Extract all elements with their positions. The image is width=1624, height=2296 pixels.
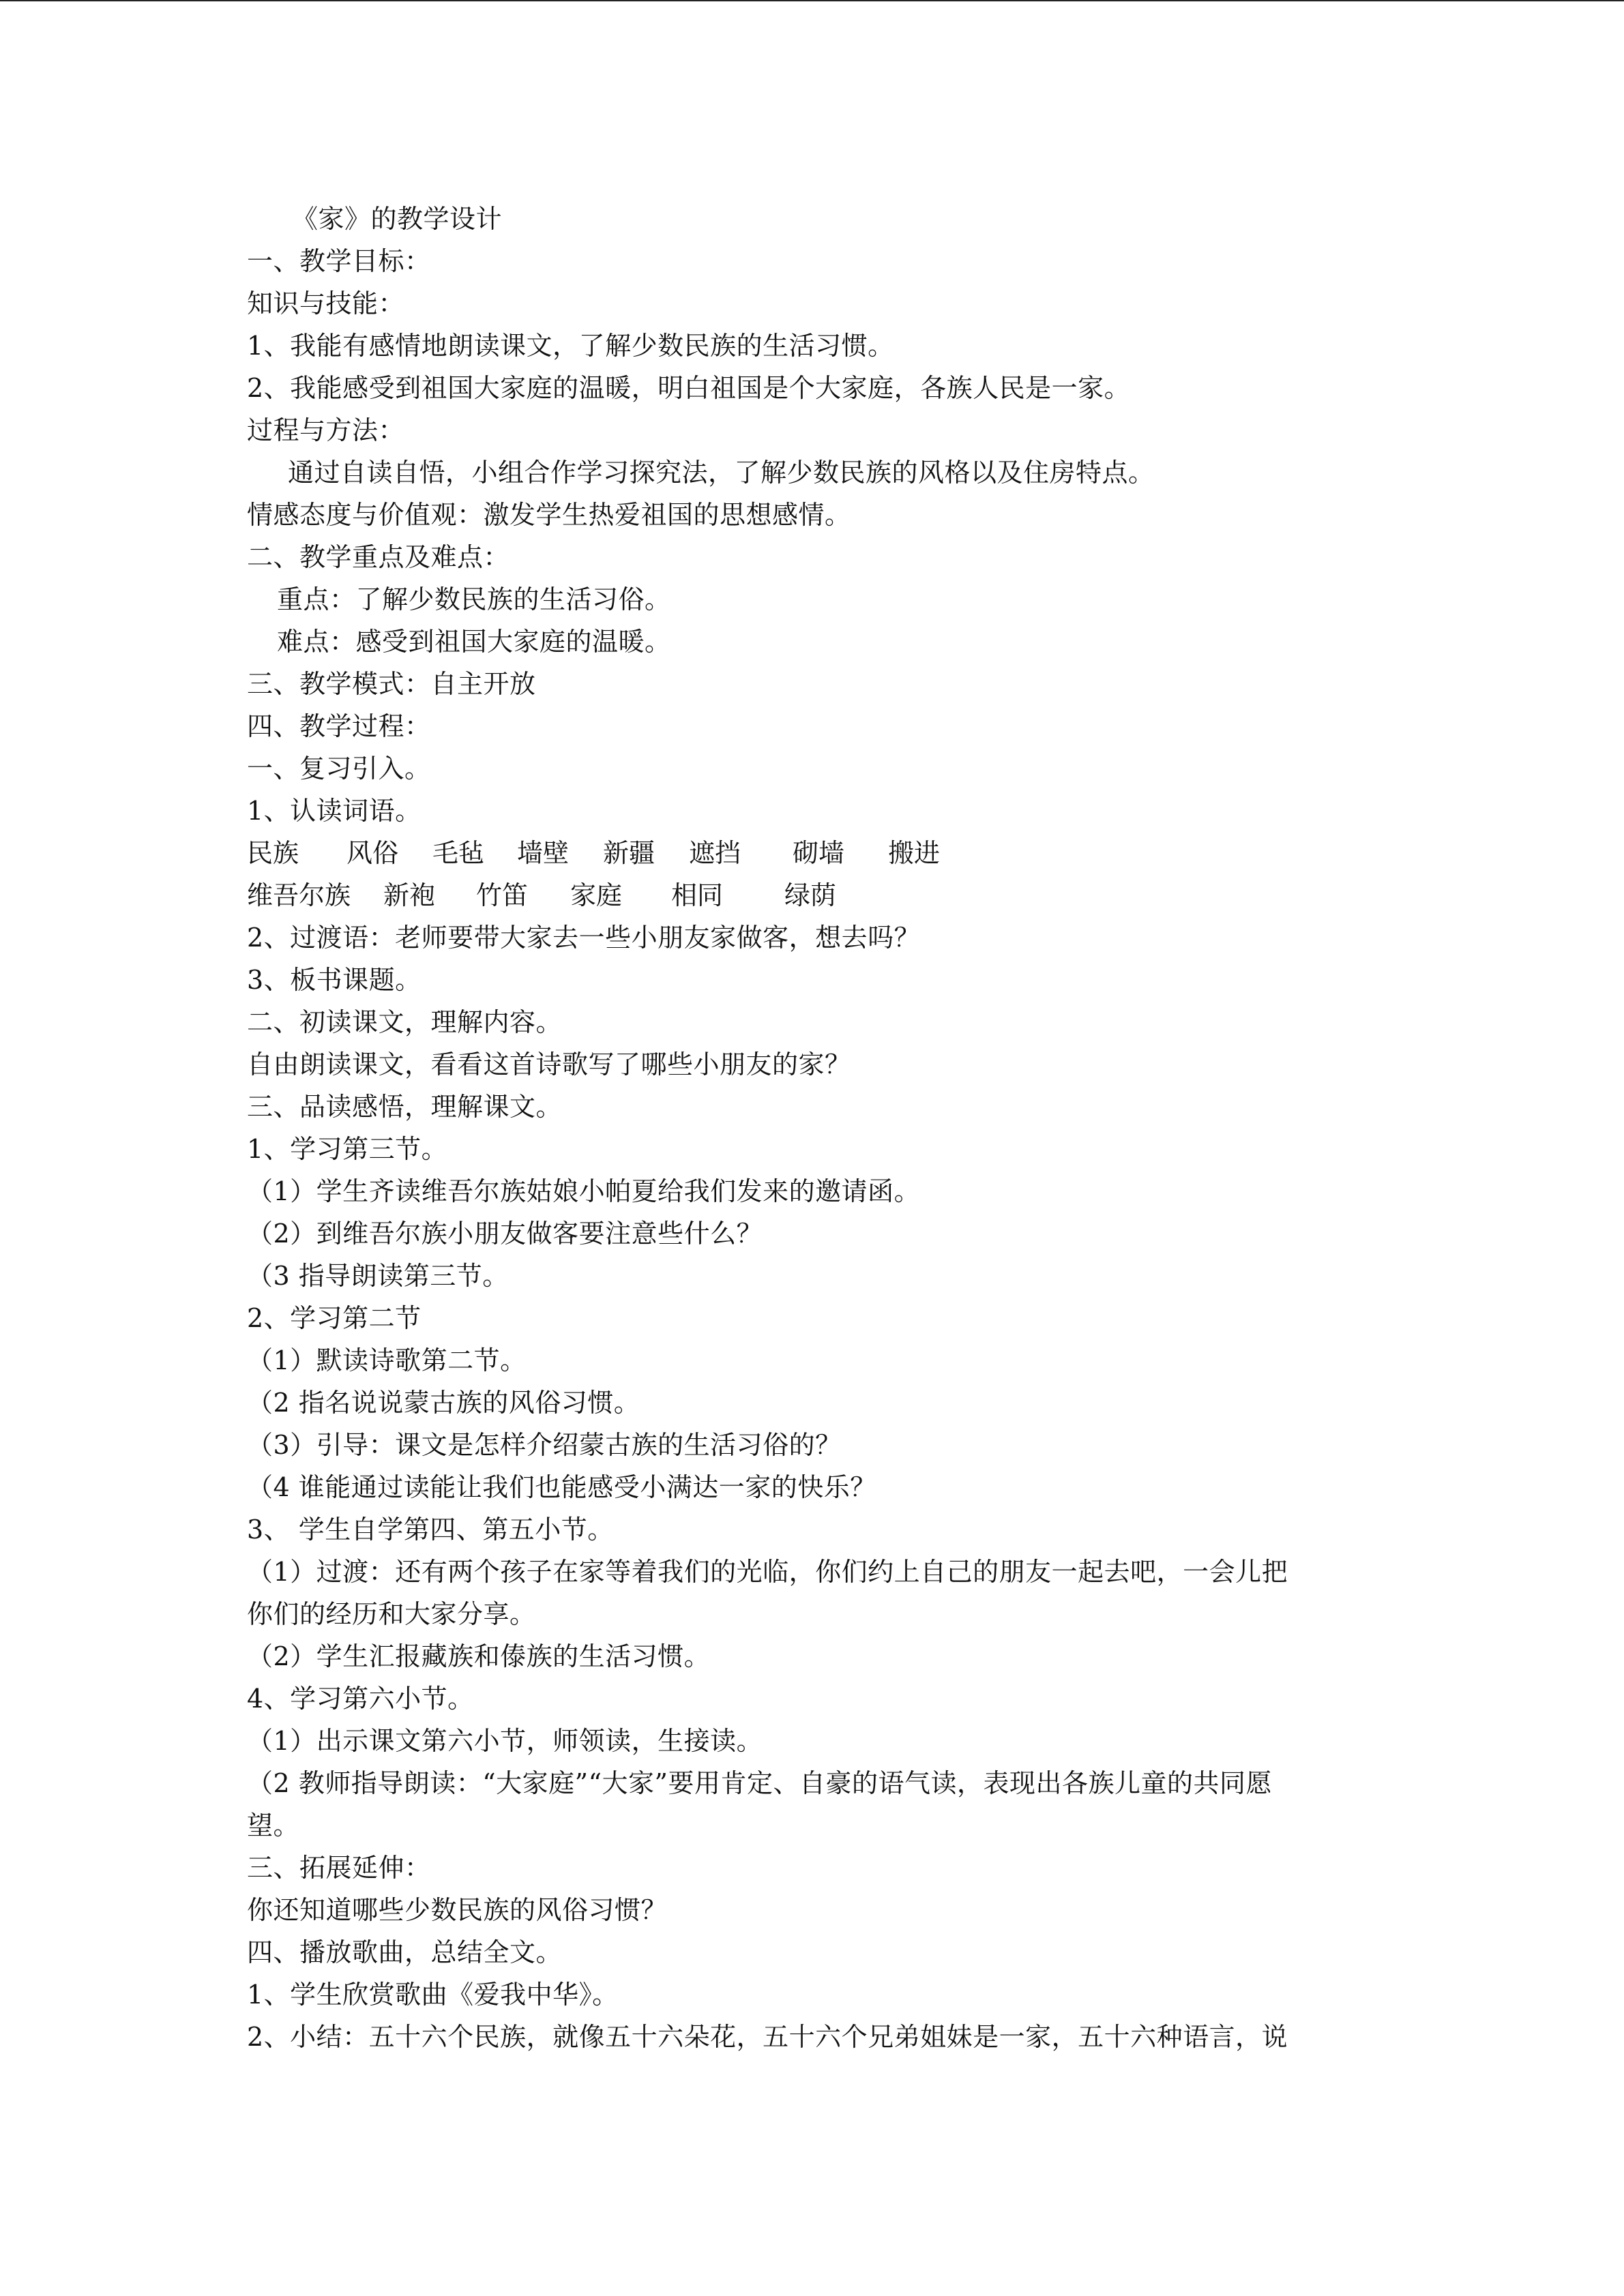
- process-line: 四、播放歌曲，总结全文。: [247, 1937, 563, 1967]
- process-line: （2 教师指导朗读：“大家庭”“大家”要用肯定、自豪的语气读，表现出各族儿童的共同愿: [247, 1768, 1272, 1798]
- process-line: （3 指导朗读第三节。: [247, 1261, 509, 1291]
- process-line: （1）出示课文第六小节，师领读，生接读。: [247, 1726, 763, 1756]
- process-line: （2）学生汇报藏族和傣族的生活习惯。: [247, 1641, 711, 1671]
- process-line: 2、学习第二节: [247, 1303, 422, 1333]
- key-point: 重点：了解少数民族的生活习俗。: [277, 584, 671, 614]
- process-line: （1）过渡：还有两个孩子在家等着我们的光临，你们约上自己的朋友一起去吧，一会儿把: [247, 1557, 1288, 1587]
- process-line: （1）学生齐读维吾尔族姑娘小帕夏给我们发来的邀请函。: [247, 1176, 921, 1206]
- process-line: 1、学生欣赏歌曲《爱我中华》。: [247, 1980, 619, 2010]
- page-top-border: [0, 0, 1624, 1]
- vocabulary-word: 毛毡: [432, 838, 485, 868]
- subheading-emotion-values: 情感态度与价值观：激发学生热爱祖国的思想感情。: [247, 500, 851, 530]
- process-line: 三、品读感悟，理解课文。: [247, 1092, 563, 1122]
- process-line: 4、学习第六小节。: [247, 1684, 474, 1714]
- subheading-knowledge-skills: 知识与技能：: [247, 288, 405, 318]
- subheading-process-method: 过程与方法：: [247, 415, 405, 445]
- process-line: 望。: [247, 1810, 300, 1840]
- step-heading-review: 一、复习引入。: [247, 754, 431, 784]
- vocabulary-word: 相同: [671, 880, 724, 910]
- process-line: 三、拓展延伸：: [247, 1853, 431, 1883]
- process-line: 3、 学生自学第四、第五小节。: [247, 1515, 614, 1545]
- vocabulary-word: 风俗: [346, 838, 399, 868]
- vocabulary-word: 维吾尔族: [247, 880, 351, 910]
- vocabulary-word: 竹笛: [476, 880, 529, 910]
- section-heading-objectives: 一、教学目标：: [247, 246, 431, 276]
- vocabulary-word: 遮挡: [689, 838, 741, 868]
- process-line: （2）到维吾尔族小朋友做客要注意些什么？: [247, 1219, 763, 1249]
- step-item-read-words: 1、认读词语。: [247, 796, 422, 826]
- vocabulary-word: 家庭: [570, 880, 623, 910]
- section-heading-teaching-process: 四、教学过程：: [247, 711, 431, 741]
- vocabulary-word: 搬进: [888, 838, 941, 868]
- process-line: 2、过渡语：老师要带大家去一些小朋友家做客，想去吗？: [247, 923, 921, 953]
- vocabulary-word: 新疆: [603, 838, 655, 868]
- process-line: （3）引导：课文是怎样介绍蒙古族的生活习俗的？: [247, 1430, 842, 1460]
- process-line: （4 谁能通过读能让我们也能感受小满达一家的快乐？: [247, 1472, 876, 1502]
- process-line: 2、小结：五十六个民族，就像五十六朵花，五十六个兄弟姐妹是一家，五十六种语言，说: [247, 2022, 1288, 2052]
- process-line: 你们的经历和大家分享。: [247, 1599, 536, 1629]
- vocabulary-word: 新袍: [383, 880, 436, 910]
- objective-item: 2、我能感受到祖国大家庭的温暖，明白祖国是个大家庭，各族人民是一家。: [247, 373, 1131, 403]
- process-line: 二、初读课文，理解内容。: [247, 1007, 563, 1037]
- process-line: 自由朗读课文，看看这首诗歌写了哪些小朋友的家？: [247, 1049, 851, 1079]
- method-paragraph: 通过自读自悟，小组合作学习探究法，了解少数民族的风格以及住房特点。: [288, 458, 1155, 488]
- vocabulary-row: [247, 832, 1393, 874]
- process-line: （2 指名说说蒙古族的风俗习惯。: [247, 1388, 640, 1418]
- document-body: [247, 198, 1393, 2058]
- vocabulary-word: 民族: [247, 838, 299, 868]
- vocabulary-word: 绿荫: [784, 880, 837, 910]
- process-line: 1、学习第三节。: [247, 1134, 448, 1164]
- vocabulary-word: 墙壁: [517, 838, 570, 868]
- vocabulary-row: [247, 874, 1393, 916]
- process-line: 你还知道哪些少数民族的风俗习惯？: [247, 1895, 668, 1925]
- section-heading-teaching-mode: 三、教学模式：自主开放: [247, 669, 536, 699]
- difficult-point: 难点：感受到祖国大家庭的温暖。: [277, 627, 671, 657]
- section-heading-key-points: 二、教学重点及难点：: [247, 542, 510, 572]
- document-title: 《家》的教学设计: [292, 204, 503, 234]
- vocabulary-word: 砌墙: [793, 838, 845, 868]
- process-line: 3、板书课题。: [247, 965, 422, 995]
- process-line: （1）默读诗歌第二节。: [247, 1345, 527, 1375]
- objective-item: 1、我能有感情地朗读课文，了解少数民族的生活习惯。: [247, 331, 894, 361]
